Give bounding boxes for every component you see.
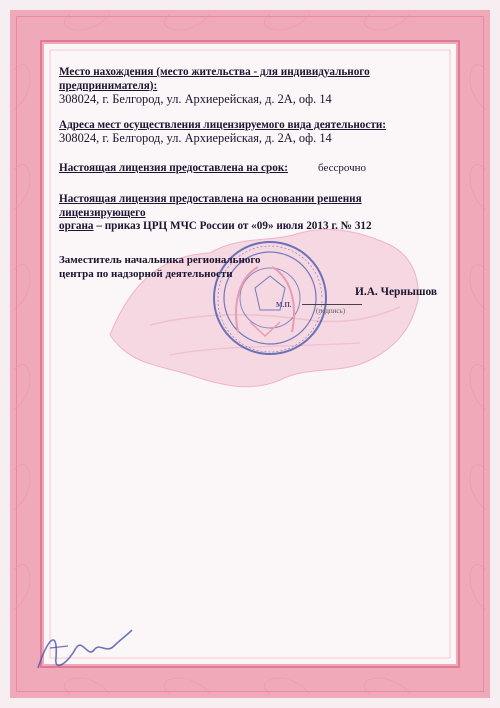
- location-label: Место нахождения (место жительства - для индивидуального предпринимателя):: [59, 66, 370, 92]
- signer-position-line2: центра по надзорной деятельности: [59, 268, 233, 280]
- basis-label-line1: Настоящая лицензия предоставлена на основании решения лицензирующего: [59, 193, 362, 219]
- activity-address-block: [59, 119, 449, 146]
- signer-position: [59, 253, 289, 281]
- activity-address-value: 308024, г. Белгород, ул. Архиерейская, д. 2А, оф. 14: [59, 131, 332, 145]
- basis-value: – приказ ЦРЦ МЧС России от «09» июля 2013 г. № 312: [93, 220, 372, 232]
- license-details: [59, 66, 449, 246]
- signer-name: И.А. Чернышов: [355, 286, 438, 298]
- location-block: [59, 66, 449, 107]
- basis-block: [59, 193, 449, 234]
- location-value: 308024, г. Белгород, ул. Архиерейская, д. 2А, оф. 14: [59, 92, 332, 106]
- handwritten-signature-icon: [28, 618, 138, 678]
- term-block: [59, 162, 449, 176]
- basis-line2: [59, 220, 449, 234]
- stamp-place-mark: М.П.: [276, 301, 292, 309]
- term-label: Настоящая лицензия предоставлена на срок:: [59, 161, 288, 174]
- signature-caption: (подпись): [316, 307, 346, 315]
- activity-address-label: Адреса мест осуществления лицензируемого вида деятельности:: [59, 118, 387, 131]
- basis-label-line2: органа: [59, 220, 94, 232]
- signer-position-line1: Заместитель начальника регионального: [59, 254, 261, 266]
- term-value: бессрочно: [318, 161, 367, 174]
- signature-line: [302, 304, 362, 305]
